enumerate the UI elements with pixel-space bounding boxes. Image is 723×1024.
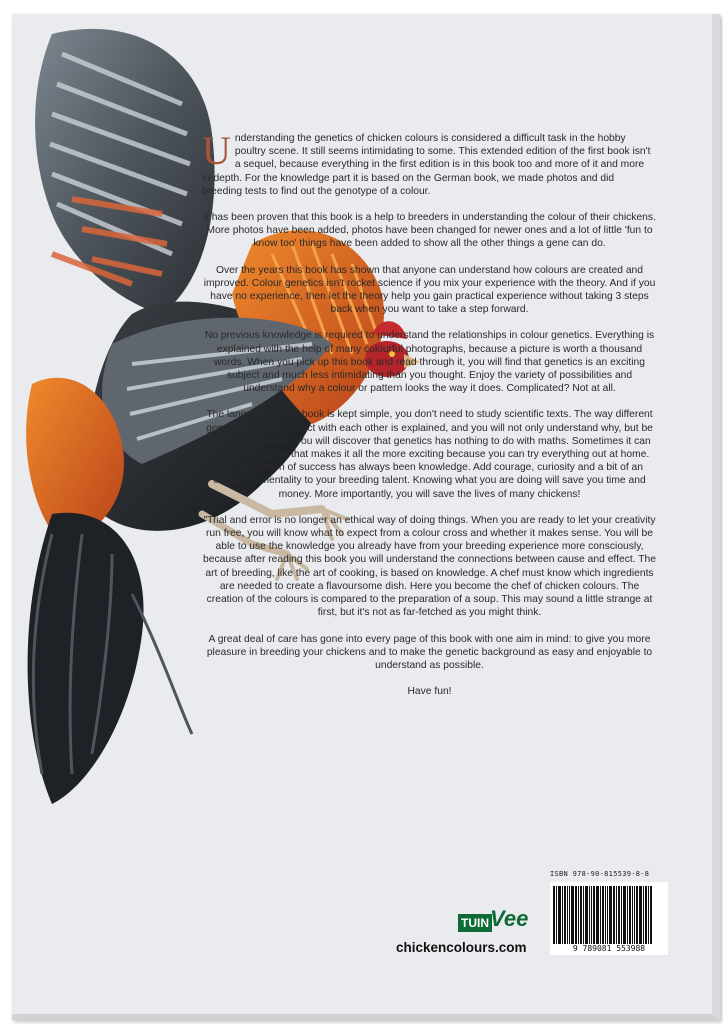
paragraph: "Trial and error is no longer an ethical way of doing things. When you are ready to let your creativity run free, you will know what to expect from a colour cross and whether it makes sense. You will be able to use the knowledge you already have from your breeding experience more consciously, because after reading this book you will understand the connections between cause and effect. The art of breeding, like the art of cooking, is based on knowledge. A chef must know which ingredients are needed to create a flavoursome dish. Here you become the chef of chicken colours. The creation of the colours is compared to the preparation of a soup. This may sound a little strange at first, but it's not as far-fetched as you might think. <box>203 514 656 619</box>
logo-vee-text: Vee <box>490 906 529 931</box>
paragraph: The language in this book is kept simple, you don't need to study scientific texts. The way different genes work and interact with each other is explained, and you will not only understand why, but be able to visualise it. You will discover that genetics has nothing to do with maths. Sometimes it can be confusing, but that makes it all the more exciting because you can try everything out at home. The foundation of success has always been knowledge. Add courage, curiosity and a bit of an explorer's mentality to your breeding talent. Knowing what you are doing will save you time and money. More importantly, you will save the lives of many chickens! <box>206 409 653 500</box>
paragraph: No previous knowledge is required to understand the relationships in colour genetics. Everything is explained with the help of many colourful photographs, because a picture is worth a thousand words. When you pick up this book and read through it, you will find that genetics is an exciting subject and much less intimidating than you thought. Enjoy the variety of possibilities and understand why a colour or pattern looks the way it does. Complicated? Not at all. <box>204 330 655 395</box>
intro-text: nderstanding the genetics of chicken colours is considered a difficult task in the hobby poultry scene. It still seems intimidating to some. This extended edition of the first book isn't a sequel, because everything in the first edition is in this book too and more of it and more in-depth. For the knowledge part it is based on the German book, we made photos and did breeding tests to find out the genotype of a colour. <box>202 133 651 197</box>
publisher-logo <box>458 906 528 932</box>
paragraph: A great deal of care has gone into every page of this book with one aim in mind: to give you more pleasure in breeding your chickens and to make the genetic background as easy and enjoyable to understand as possible. <box>206 633 653 671</box>
barcode-number: 9 789081 553988 <box>550 944 668 955</box>
paragraph: It has been proven that this book is a help to breeders in understanding the colour of their chickens. More photos have been added, photos have been changed for newer ones and a lot of little 'fun to know too' things have been added to show all the other things a gene can do. <box>203 212 656 250</box>
isbn-text: ISBN 978-90-815539-8-8 <box>550 870 650 878</box>
intro-paragraph <box>202 128 657 198</box>
blurb-text <box>202 128 657 711</box>
drop-cap: U <box>202 128 231 173</box>
isbn-block <box>550 870 670 955</box>
book-back-cover <box>12 14 720 1020</box>
website-url: chickencolours.com <box>396 940 527 955</box>
barcode <box>550 882 668 944</box>
closing-line: Have fun! <box>407 686 452 698</box>
paragraph: Over the years this book has shown that anyone can understand how colours are created and improved. Colour genetics isn't rocket science if you mix your experience with the theory. And if you have no experience, then let the theory help you gain practical experience without taking 3 steps back when you want to take a step forward. <box>203 264 656 316</box>
logo-tuin-text: TUIN <box>458 914 492 932</box>
